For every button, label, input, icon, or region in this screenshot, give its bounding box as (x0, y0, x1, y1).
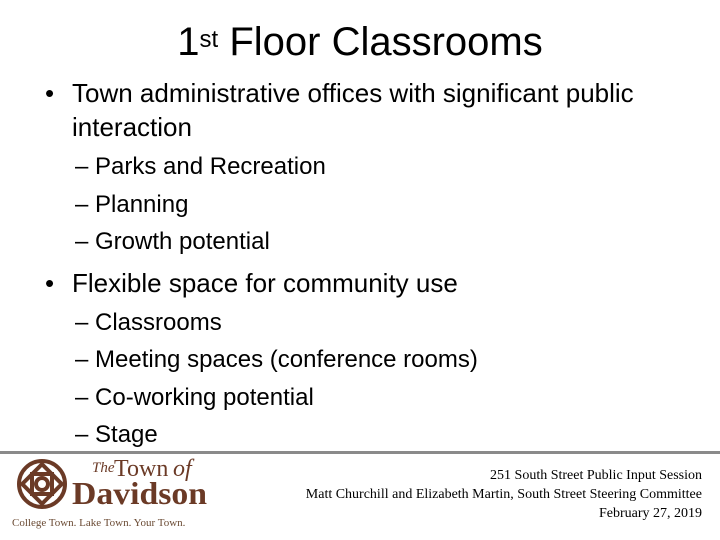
logo-tagline: College Town. Lake Town. Your Town. (12, 517, 186, 529)
footer-presenters: Matt Churchill and Elizabeth Martin, South Street Steering Committee (305, 487, 702, 502)
logo-of: of (173, 456, 192, 482)
footer-divider (0, 451, 720, 454)
bullet-text: Flexible space for community use (72, 268, 458, 298)
bullet-dot: • (45, 78, 55, 108)
footer-info (222, 466, 702, 523)
sub-bullet-item: – Growth potential (75, 228, 270, 255)
sub-bullet-item: – Meeting spaces (conference rooms) (75, 346, 478, 373)
sub-bullet-item: – Parks and Recreation (75, 153, 326, 180)
sub-bullet-item: – Stage (75, 421, 158, 448)
logo-the: The (92, 460, 115, 476)
logo-davidson: Davidson (72, 475, 208, 511)
sub-bullet-item: – Co-working potential (75, 384, 314, 411)
slide-title (0, 18, 720, 66)
bullet-text: Town administrative offices with significant public interaction (72, 78, 634, 142)
sub-bullet-item: – Planning (75, 191, 189, 218)
footer-event: 251 South Street Public Input Session (490, 468, 702, 483)
logo-town: Town (114, 456, 169, 482)
footer-date: February 27, 2019 (598, 506, 702, 521)
title-superscript: st (199, 26, 219, 53)
bullet-dot: • (45, 268, 55, 298)
title-number: 1 (177, 20, 200, 64)
knot-emblem-icon (19, 461, 65, 507)
sub-bullet-item: – Classrooms (75, 309, 222, 336)
title-text: Floor Classrooms (218, 20, 543, 64)
